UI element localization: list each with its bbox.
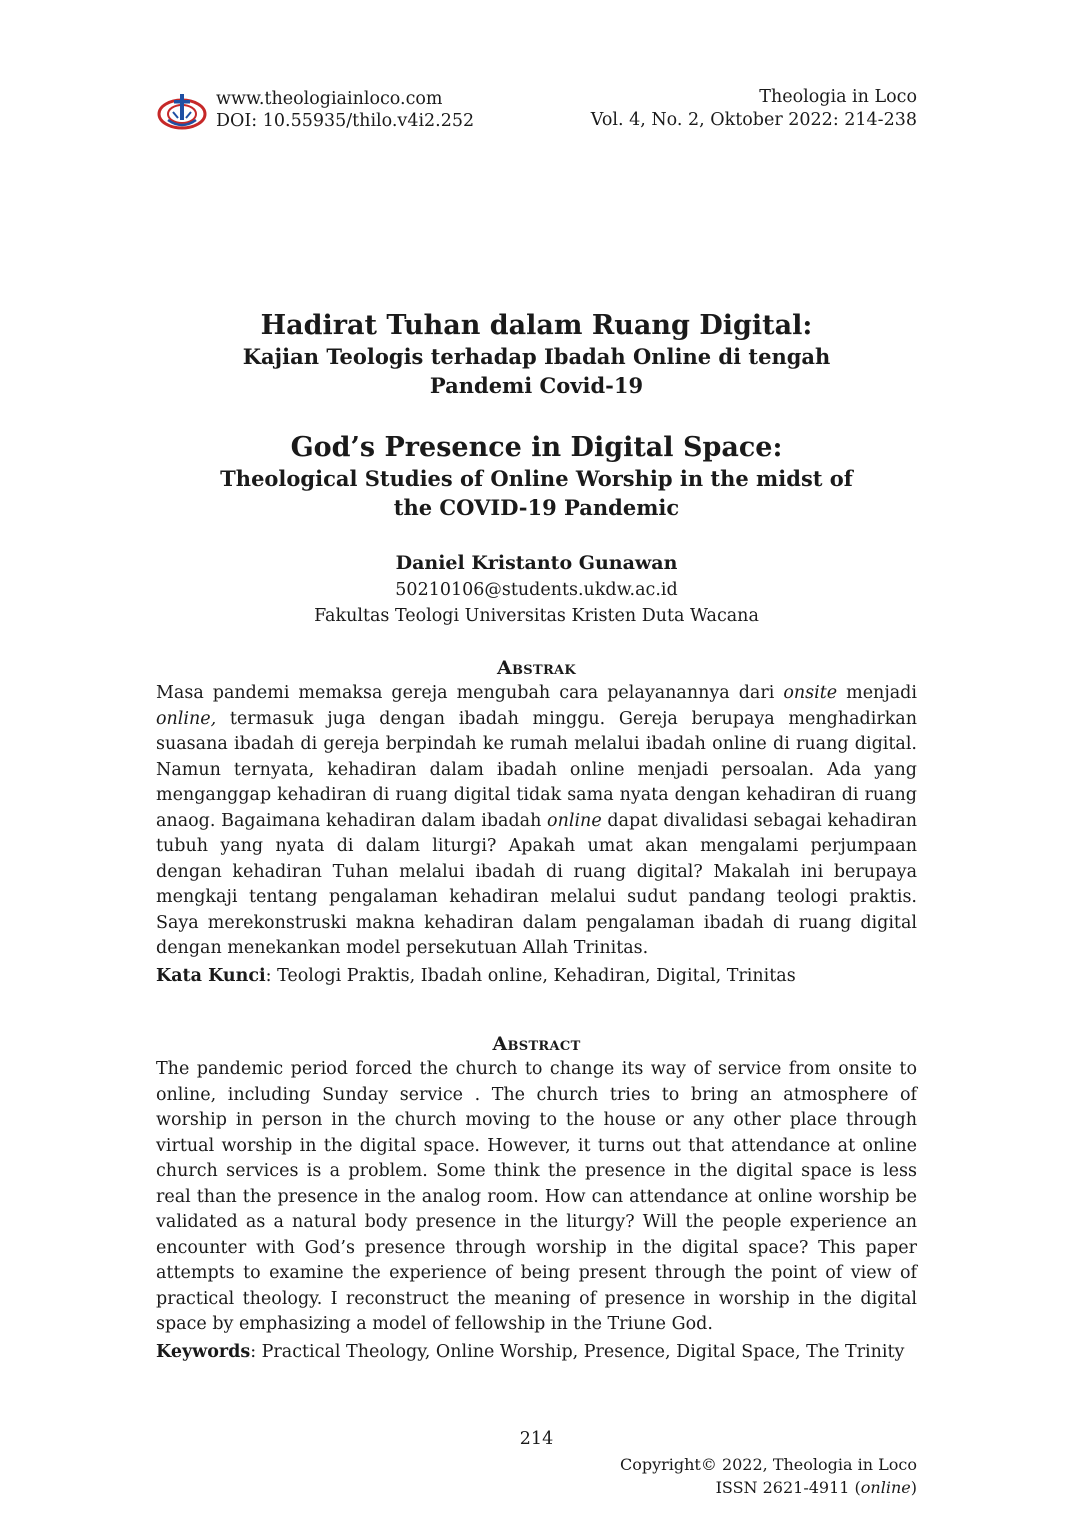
abstrak-keywords-list: : Teologi Praktis, Ibadah online, Kehadiran, Digital, Trinitas [265, 966, 796, 986]
title-id-sub-line2: Pandemi Covid-19 [429, 373, 644, 398]
abstract-keywords-label: Keywords [156, 1342, 251, 1362]
abstract-keywords [156, 1340, 917, 1364]
abstrak-keywords-label: Kata Kunci [156, 966, 266, 986]
title-indonesian [156, 310, 917, 400]
journal-logo-icon [156, 90, 208, 134]
title-english [156, 432, 917, 522]
abstrak-heading: Abstrak [496, 657, 577, 679]
journal-name: Theologia in Loco [759, 87, 917, 107]
journal-doi: DOI: 10.55935/thilo.v4i2.252 [216, 111, 475, 131]
journal-volume: Vol. 4, No. 2, Oktober 2022: 214-238 [590, 110, 917, 130]
title-en-sub-line2: the COVID-19 Pandemic [393, 495, 680, 520]
abstract-body: The pandemic period forced the church to change its way of service from onsite to online, including Sunday service . The church tries to bring an atmosphere of worship in person in the church moving to the house or any other place through virtual worship in the digital space. However, it turns out that attendance at online church services is a problem. Some think the presence in the digital space is less real than the presence in the analog room. How can attendance at online worship be validated as a natural body presence in the liturgy? Will the people experience an encounter with God’s presence through worship in the digital space? This paper attempts to examine the experience of being present through the point of view of practical theology. I reconstruct the meaning of presence in worship in the digital space by emphasizing a model of fellowship in the Triune God. [156, 1059, 917, 1334]
abstract-heading: Abstract [492, 1033, 581, 1055]
abstract-keywords-list: : Practical Theology, Online Worship, Presence, Digital Space, The Trinity [250, 1342, 905, 1362]
journal-header-left [156, 88, 474, 134]
journal-header-right [591, 86, 917, 132]
copyright-text: Copyright© 2022, Theologia in Loco [619, 1455, 917, 1474]
abstrak-keywords [156, 964, 917, 988]
journal-website: www.theologiainloco.com [216, 89, 443, 109]
title-en-main: God’s Presence in Digital Space: [290, 432, 783, 463]
author-name: Daniel Kristanto Gunawan [395, 552, 678, 574]
author-email: 50210106@students.ukdw.ac.id [395, 580, 678, 600]
author-affiliation: Fakultas Teologi Universitas Kristen Duta Wacana [314, 606, 759, 626]
title-id-main: Hadirat Tuhan dalam Ruang Digital: [260, 310, 813, 341]
title-en-sub-line1: Theological Studies of Online Worship in the midst of [220, 466, 853, 491]
abstrak-body: Masa pandemi memaksa gereja mengubah cara pelayanannya dari onsite menjadi online, termasuk juga dengan ibadah minggu. Gereja berupaya menghadirkan suasana ibadah di gereja berpindah ke rumah melalui ibadah online di ruang digital. Namun ternyata, kehadiran dalam ibadah online menjadi persoalan. Ada yang menganggap kehadiran di ruang digital tidak sama nyata dengan kehadiran di ruang anaog. Bagaimana kehadiran dalam ibadah online dapat divalidasi sebagai kehadiran tubuh yang nyata di dalam liturgi? Apakah umat akan mengalami perjumpaan dengan kehadiran Tuhan melalui ibadah di ruang digital? Makalah ini berupaya mengkaji tentang pengalaman kehadiran melalui sudut pandang teologi praktis. Saya merekonstruski makna kehadiran dalam pengalaman ibadah di ruang digital dengan menekankan model persekutuan Allah Trinitas. [156, 683, 917, 958]
copyright-block [620, 1453, 917, 1499]
title-id-sub-line1: Kajian Teologis terhadap Ibadah Online di tengah [242, 344, 831, 369]
author-block [156, 550, 917, 629]
page-number: 214 [519, 1429, 554, 1449]
issn-text: ISSN 2621-4911 (online) [715, 1478, 917, 1497]
